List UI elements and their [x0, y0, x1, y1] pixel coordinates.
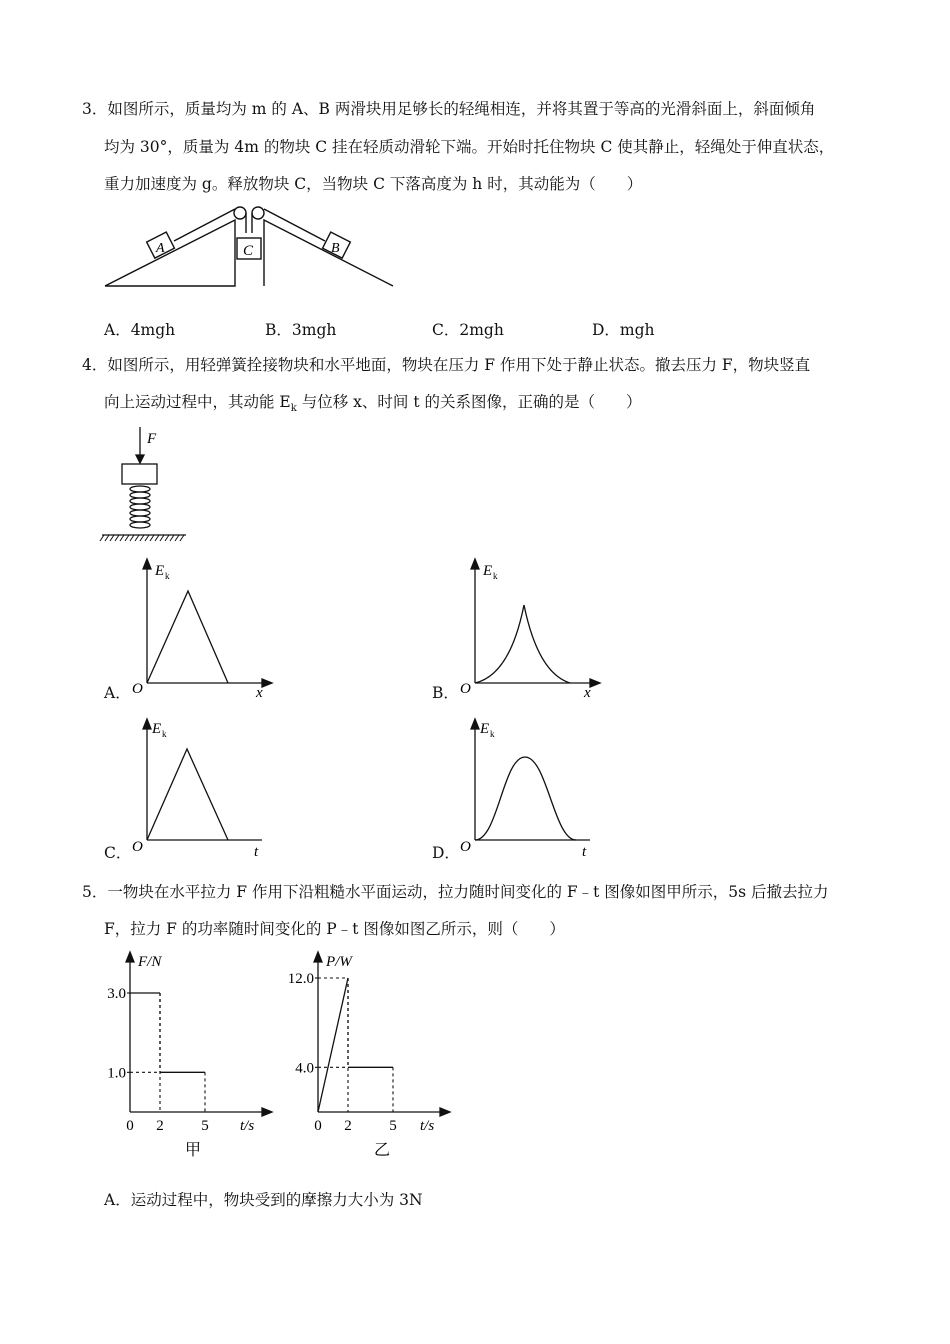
chart-yi	[280, 950, 460, 1165]
q4-graph-c	[130, 715, 280, 860]
jia-caption: 甲	[184, 1142, 202, 1159]
ground-hatch-mark	[140, 535, 144, 541]
q4-option-d-label: D．	[432, 844, 460, 862]
ground-hatch-mark	[130, 535, 134, 541]
ground-hatch-mark	[155, 535, 159, 541]
q3-option-c: C．2mgh	[432, 321, 504, 339]
q4-line-2-post: 与位移 x、时间 t 的关系图像，正确的是（ ）	[296, 393, 642, 411]
q4-b-origin: O	[460, 681, 471, 697]
q4-d-origin: O	[460, 839, 471, 855]
q4-c-xlabel: t	[254, 844, 259, 860]
jia-xtick-label: 2	[156, 1118, 164, 1134]
q4-spring-figure	[100, 425, 190, 545]
ground-hatch-mark	[165, 535, 169, 541]
q3-incline-figure	[100, 200, 400, 292]
q3-option-a: A．4mgh	[104, 321, 176, 339]
q4-a-origin: O	[132, 681, 143, 697]
svg-text:P/W	[325, 954, 353, 970]
yi-caption: 乙	[373, 1142, 391, 1159]
ground-hatch-mark	[120, 535, 124, 541]
q5-line-1: 5．一物块在水平拉力 F 作用下沿粗糙水平面运动，拉力随时间变化的 F﹣t 图像如图甲所示，5s 后撤去拉力	[82, 883, 829, 901]
q3-line-1: 3．如图所示，质量均为 m 的 A、B 两滑块用足够长的轻绳相连，并将其置于等高的光滑斜面上，斜面倾角	[82, 100, 816, 118]
q5-option-a: A．运动过程中，物块受到的摩擦力大小为 3N	[104, 1191, 423, 1209]
q4-option-a-label: A．	[104, 684, 131, 702]
ground-hatch-mark	[110, 535, 114, 541]
yi-xlabel: t/s	[420, 1118, 435, 1134]
q4-line-1: 4．如图所示，用轻弹簧拴接物块和水平地面，物块在压力 F 作用下处于静止状态。撤去压力 F，物块竖直	[82, 356, 811, 374]
yi-ylabel: P/W	[326, 954, 352, 970]
jia-xtick-label: 5	[201, 1118, 209, 1134]
q4-line-2-pre: 向上运动过程中，其动能 E	[104, 393, 291, 411]
yi-ytick-label: 4.0	[295, 1060, 314, 1077]
q3-option-d: D．mgh	[592, 321, 655, 339]
q3-label-b: B	[331, 241, 340, 256]
ground-hatch-mark	[105, 535, 109, 541]
q3-option-b: B．3mgh	[265, 321, 337, 339]
q4-a-ylabel: E	[155, 563, 165, 579]
q4-option-b-label: B．	[432, 684, 459, 702]
q4-option-c-label: C．	[104, 844, 132, 862]
jia-xtick-label: 0	[126, 1118, 134, 1134]
ground-hatch-mark	[150, 535, 154, 541]
yi-xtick-label: 5	[389, 1118, 397, 1134]
svg-text:F/N	[137, 954, 162, 970]
ground-hatch-mark	[160, 535, 164, 541]
q3-label-c: C	[243, 243, 254, 259]
q3-line-3: 重力加速度为 g。释放物块 C，当物块 C 下落高度为 h 时，其动能为（ ）	[104, 175, 643, 193]
q4-d-ylabel: E	[480, 721, 490, 737]
q4-b-xlabel: x	[584, 685, 591, 701]
q4-b-ysub: k	[493, 571, 498, 581]
ground-hatch-mark	[175, 535, 179, 541]
yi-xtick-label: 2	[344, 1118, 352, 1134]
q4-d-ysub: k	[490, 729, 495, 739]
q4-graph-a	[130, 555, 280, 700]
ground-hatch-mark	[135, 535, 139, 541]
q4-c-origin: O	[132, 839, 143, 855]
ground-hatch-mark	[145, 535, 149, 541]
q3-label-a: A	[156, 241, 165, 256]
q4-graph-d	[458, 715, 608, 860]
q4-line-2-sub: k	[290, 403, 297, 415]
q4-b-ylabel: E	[483, 563, 493, 579]
jia-xlabel: t/s	[240, 1118, 255, 1134]
ground-hatch-mark	[100, 535, 104, 541]
q4-a-ysub: k	[165, 571, 170, 581]
jia-ytick-label: 1.0	[107, 1065, 126, 1082]
chart-jia	[100, 950, 280, 1165]
yi-ytick-label: 12.0	[287, 971, 314, 987]
jia-ytick-label: 3.0	[107, 986, 126, 1002]
yi-xtick-label: 0	[314, 1118, 322, 1134]
yi-series-segment	[318, 978, 348, 1112]
ground-hatch-mark	[180, 535, 184, 541]
q4-line-2	[104, 392, 642, 419]
jia-ylabel: F/N	[138, 954, 162, 970]
q5-line-2: F，拉力 F 的功率随时间变化的 P﹣t 图像如图乙所示，则（ ）	[104, 920, 565, 938]
ground-hatch-mark	[115, 535, 119, 541]
q4-a-xlabel: x	[256, 685, 263, 701]
q4-graph-b	[458, 555, 608, 700]
q4-d-xlabel: t	[582, 844, 587, 860]
q4-force-label: F	[147, 431, 157, 447]
q4-c-ysub: k	[162, 729, 167, 739]
q4-c-ylabel: E	[152, 721, 162, 737]
ground-hatch-mark	[170, 535, 174, 541]
ground-hatch-mark	[125, 535, 129, 541]
q3-line-2: 均为 30°，质量为 4m 的物块 C 挂在轻质动滑轮下端。开始时托住物块 C 使其静止，轻绳处于伸直状态，	[104, 138, 835, 156]
